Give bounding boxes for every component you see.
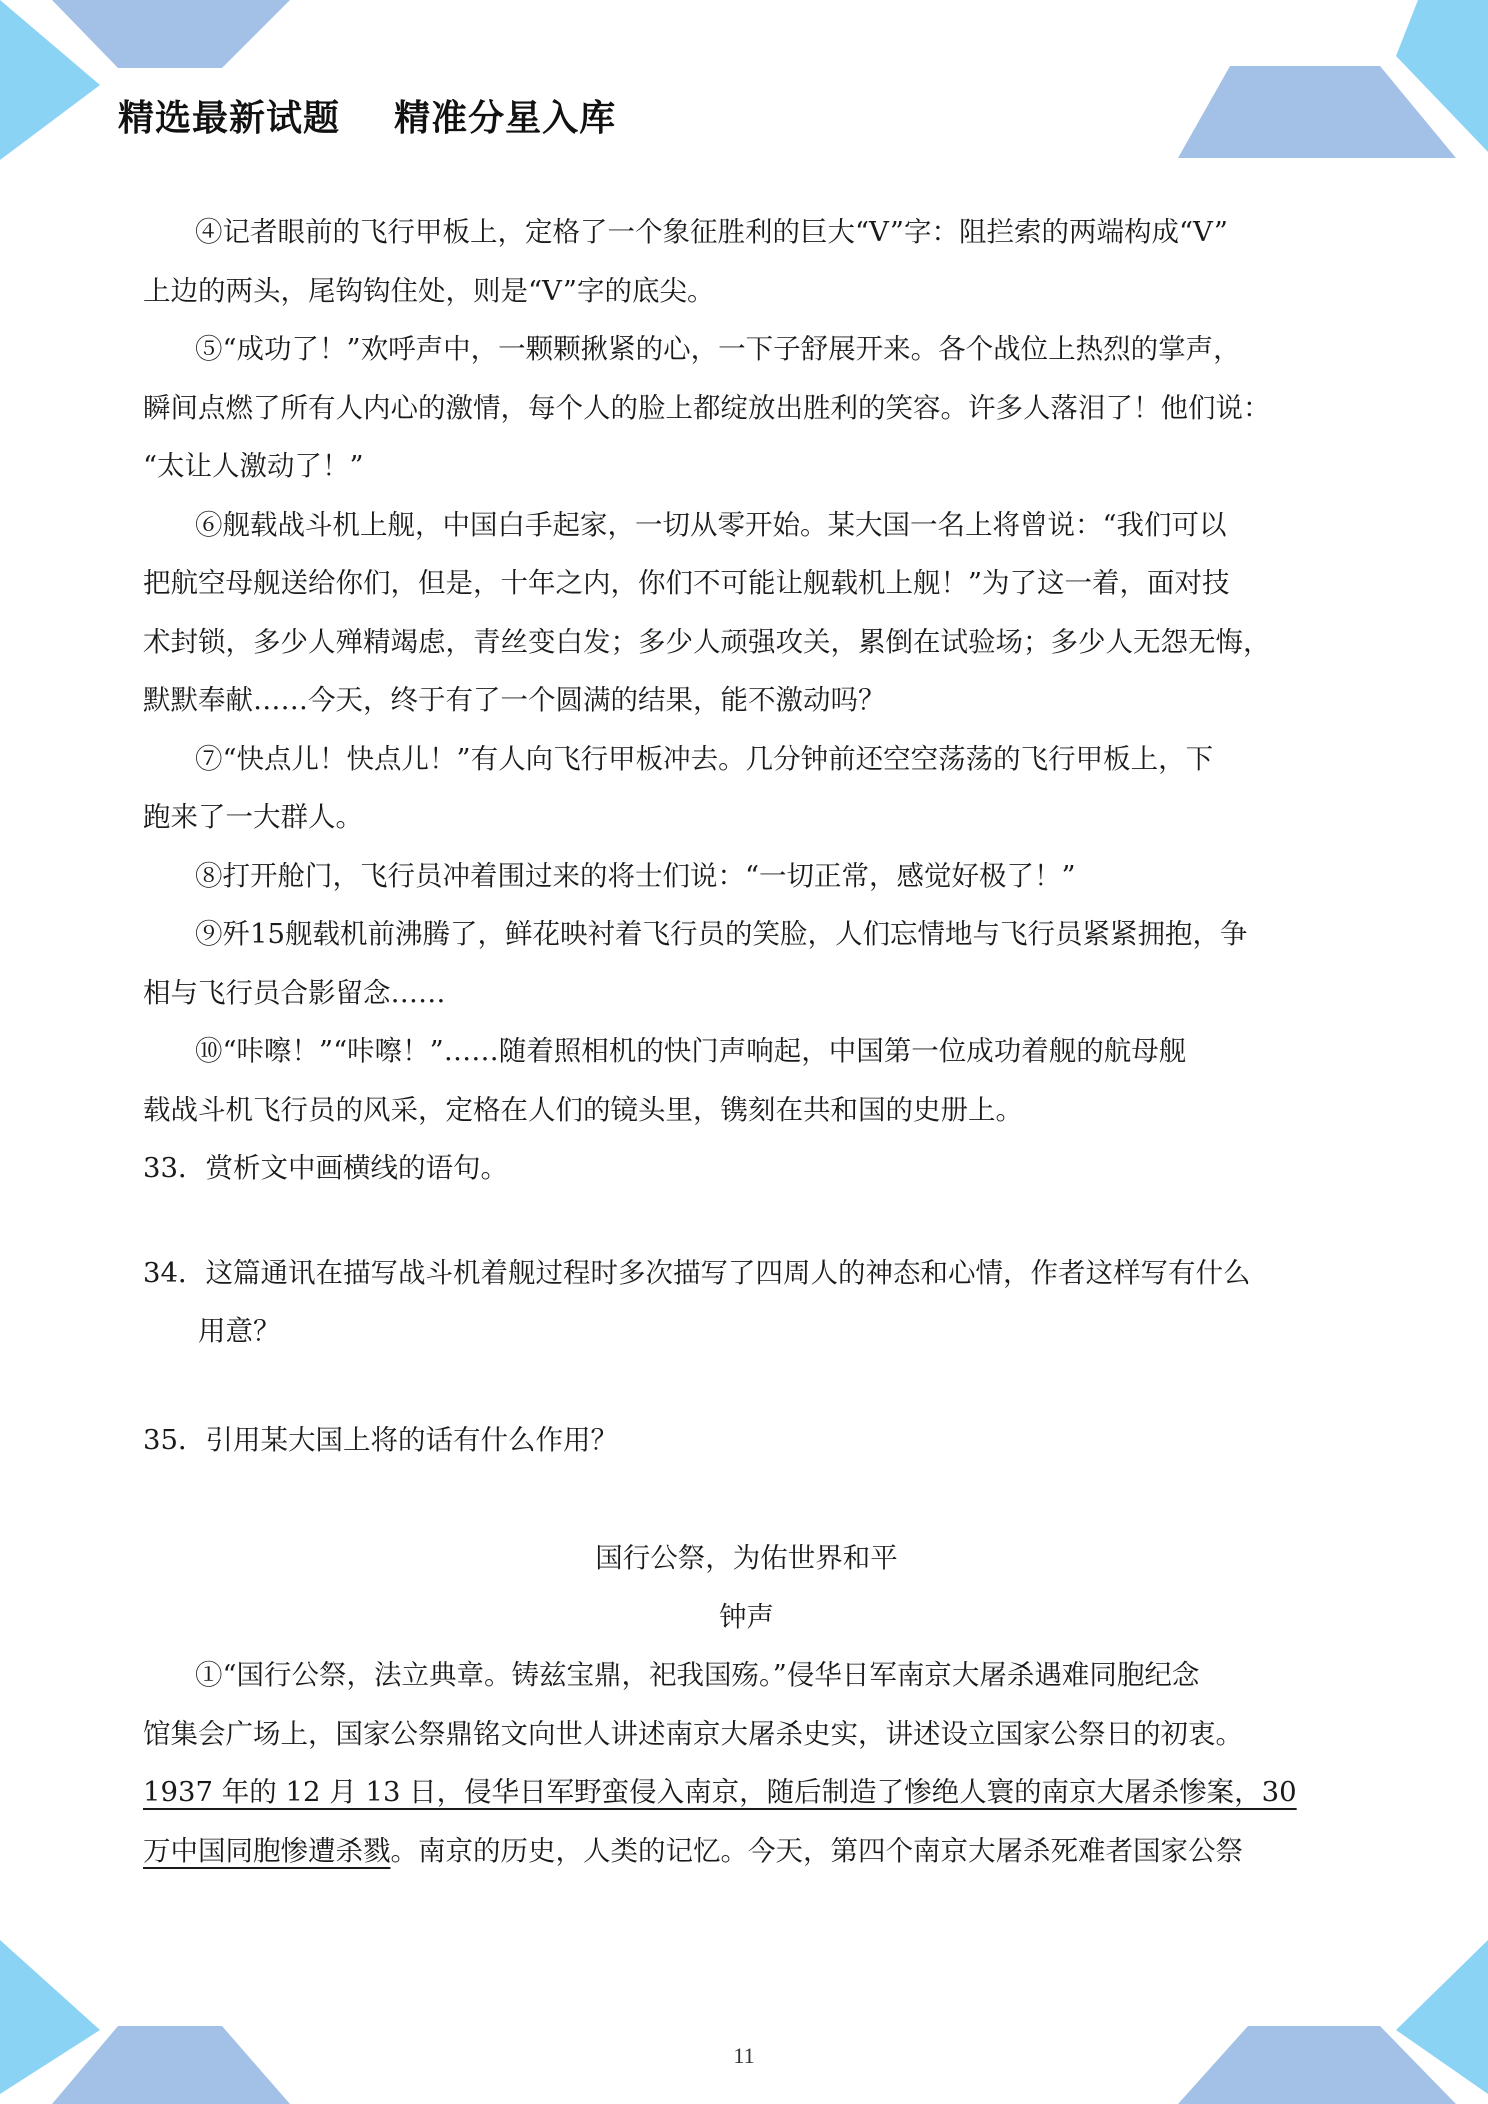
underlined-sentence-line-2: 万中国同胞惨遭杀戮 (143, 1834, 391, 1867)
article-title: 国行公祭，为佑世界和平 (595, 1542, 898, 1574)
question-35: 35．引用某大国上将的话有什么作用？ (143, 1423, 618, 1456)
paragraph-4-line-2: 上边的两头，尾钩钩住处，则是“V”字的底尖。 (143, 274, 715, 307)
paragraph-4-line-1: ④记者眼前的飞行甲板上，定格了一个象征胜利的巨大“V”字：阻拦索的两端构成“V” (195, 216, 1228, 248)
paragraph-6-line-3: 术封锁，多少人殚精竭虑，青丝变白发；多少人顽强攻关，累倒在试验场；多少人无怨无悔， (143, 625, 1271, 658)
bottom-left-decoration (0, 1930, 300, 2104)
paragraph-10-line-1: ⑩“咔嚓！”“咔嚓！”……随着照相机的快门声响起，中国第一位成功着舰的航母舰 (195, 1035, 1187, 1067)
paragraph-7-line-1: ⑦“快点儿！快点儿！”有人向飞行甲板冲去。几分钟前还空空荡荡的飞行甲板上，下 (195, 742, 1214, 775)
page-header-title: 精选最新试题 精准分星入库 (118, 98, 617, 139)
article-author: 钟声 (719, 1600, 774, 1633)
paragraph-6-line-2: 把航空母舰送给你们，但是，十年之内，你们不可能让舰载机上舰！”为了这一着，面对技 (143, 567, 1230, 599)
question-33: 33．赏析文中画横线的语句。 (143, 1152, 508, 1184)
article-paragraph-1-line-1: ①“国行公祭，法立典章。铸兹宝鼎，祀我国殇。”侵华日军南京大屠杀遇难同胞纪念 (195, 1659, 1200, 1691)
bottom-right-decoration (1160, 1930, 1488, 2104)
underlined-sentence-line-1: 1937 年的 12 月 13 日，侵华日军野蛮侵入南京，随后制造了惨绝人寰的南京大屠杀惨案，30 (143, 1776, 1297, 1808)
document-body (143, 203, 1350, 1880)
paragraph-9-line-1: ⑨歼15舰载机前沸腾了，鲜花映衬着飞行员的笑脸，人们忘情地与飞行员紧紧拥抱，争 (195, 918, 1248, 950)
paragraph-10-line-2: 载战斗机飞行员的风采，定格在人们的镜头里，镌刻在共和国的史册上。 (143, 1093, 1023, 1126)
question-34-line-1: 34．这篇通讯在描写战斗机着舰过程时多次描写了四周人的神态和心情，作者这样写有什么 (143, 1256, 1251, 1289)
paragraph-8-line-1: ⑧打开舱门，飞行员冲着围过来的将士们说：“一切正常，感觉好极了！” (195, 859, 1076, 892)
paragraph-6-line-1: ⑥舰载战斗机上舰，中国白手起家，一切从零开始。某大国一名上将曾说：“我们可以 (195, 508, 1227, 541)
paragraph-6-line-4: 默默奉献……今天，终于有了一个圆满的结果，能不激动吗？ (143, 684, 886, 716)
paragraph-9-line-2: 相与飞行员合影留念…… (143, 976, 446, 1009)
top-left-decoration (0, 0, 300, 170)
paragraph-7-line-2: 跑来了一大群人。 (143, 801, 363, 833)
article-paragraph-1-line-4-rest: 。南京的历史，人类的记忆。今天，第四个南京大屠杀死难者国家公祭 (390, 1834, 1243, 1867)
article-paragraph-1-line-2: 馆集会广场上，国家公祭鼎铭文向世人讲述南京大屠杀史实，讲述设立国家公祭日的初衷。 (143, 1717, 1243, 1750)
paragraph-5-line-1: ⑤“成功了！”欢呼声中，一颗颗揪紧的心，一下子舒展开来。各个战位上热烈的掌声， (195, 333, 1241, 365)
paragraph-5-line-3: “太让人激动了！” (143, 450, 364, 482)
paragraph-5-line-2: 瞬间点燃了所有人内心的激情，每个人的脸上都绽放出胜利的笑容。许多人落泪了！他们说： (143, 391, 1271, 424)
page-number: 11 (733, 2043, 755, 2068)
top-right-decoration (1160, 0, 1488, 170)
article-paragraph-1-line-4 (143, 1822, 1350, 1881)
question-34-line-2: 用意？ (198, 1315, 281, 1347)
